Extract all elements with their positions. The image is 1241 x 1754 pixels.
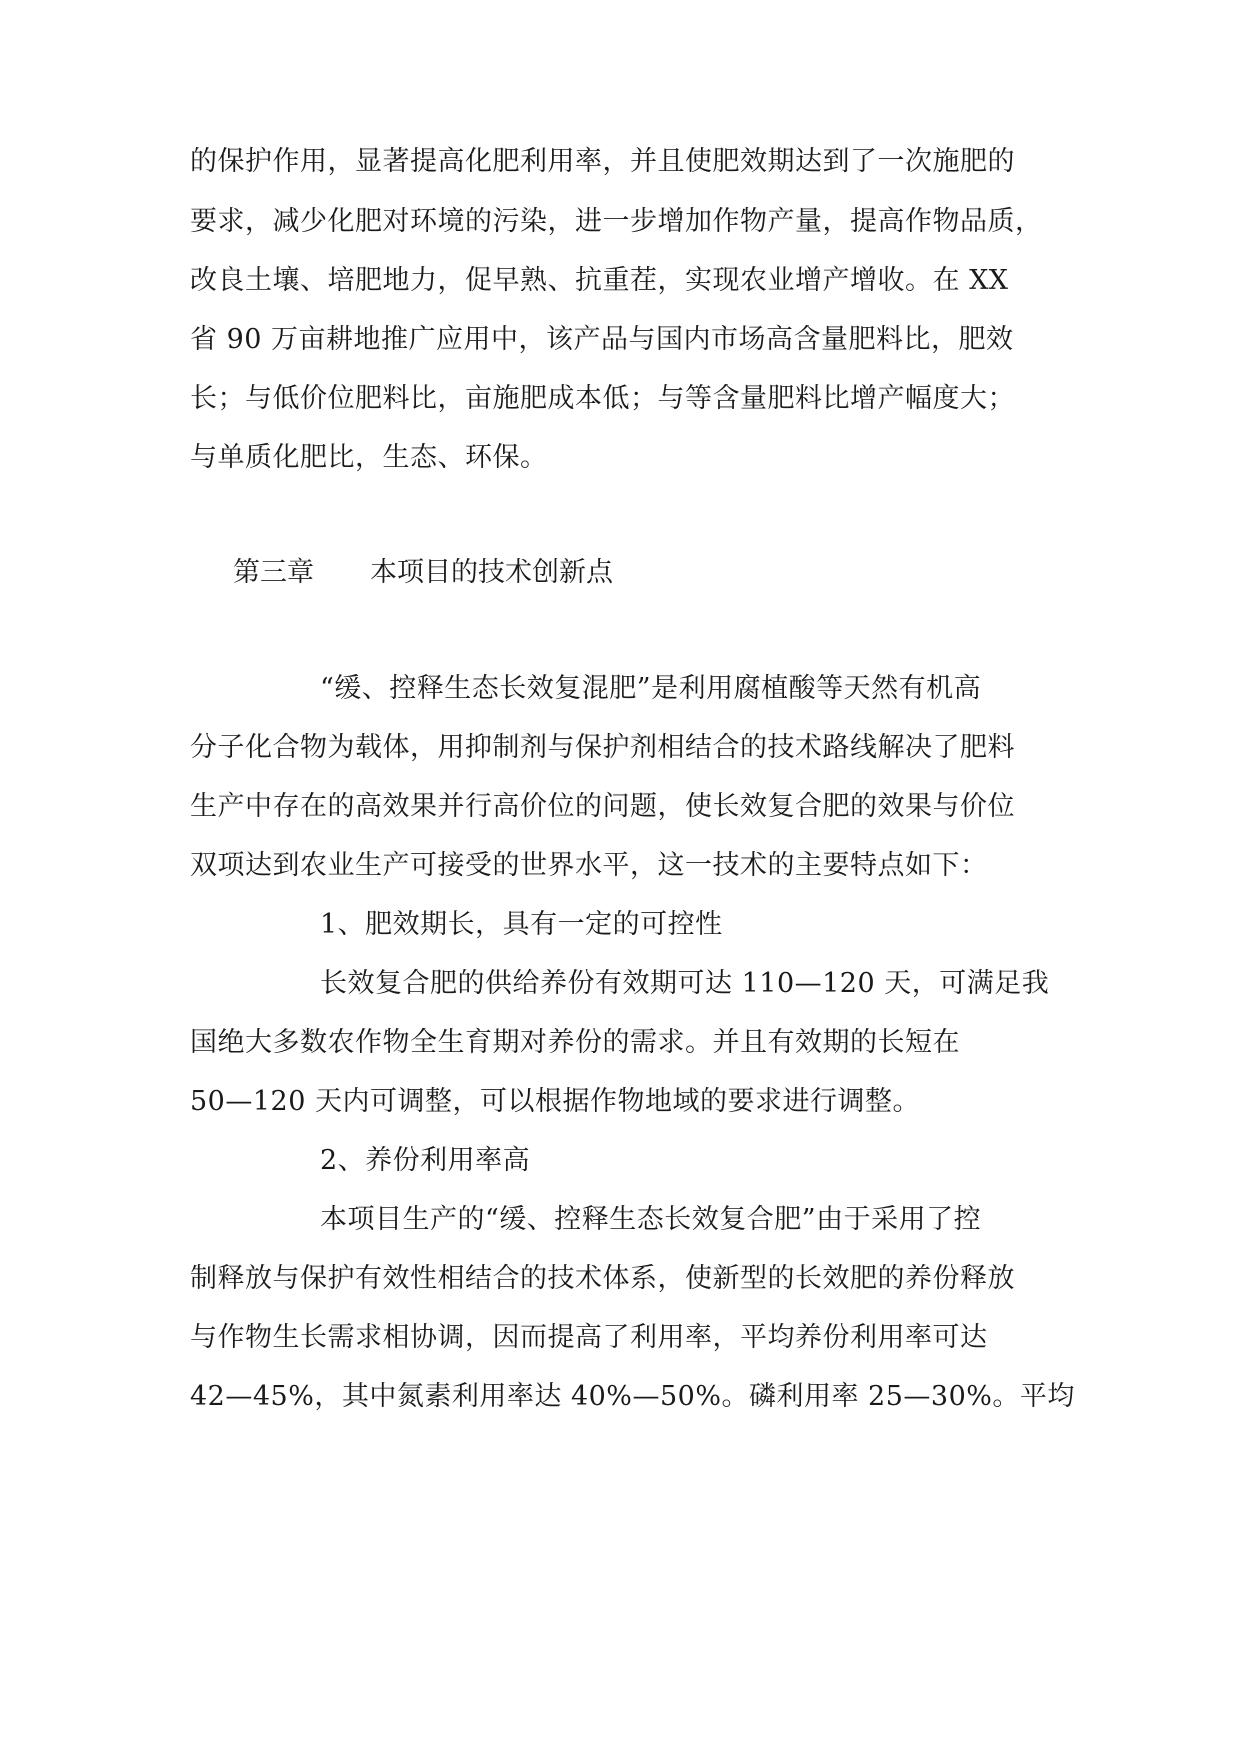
point-1-heading: 1、肥效期长，具有一定的可控性 (320, 909, 723, 940)
point-2-line-2: 制释放与保护有效性相结合的技术体系，使新型的长效肥的养份释放 (190, 1263, 1015, 1294)
intro-line-2: 要求，减少化肥对环境的污染，进一步增加作物产量，提高作物品质， (190, 206, 1043, 237)
overview-line-2: 分子化合物为载体，用抑制剂与保护剂相结合的技术路线解决了肥料 (190, 732, 1015, 763)
point-1-line-2: 国绝大多数农作物全生育期对养份的需求。并且有效期的长短在 (190, 1027, 960, 1058)
point-2-line-1: 本项目生产的“缓、控释生态长效复合肥”由于采用了控 (320, 1204, 982, 1235)
overview-line-4: 双项达到农业生产可接受的世界水平，这一技术的主要特点如下： (190, 850, 988, 881)
point-1-line-3: 50—120 天内可调整，可以根据作物地域的要求进行调整。 (190, 1086, 920, 1117)
overview-line-3: 生产中存在的高效果并行高价位的问题，使长效复合肥的效果与价位 (190, 791, 1015, 822)
intro-line-1: 的保护作用，显著提高化肥利用率，并且使肥效期达到了一次施肥的 (190, 146, 1015, 177)
intro-line-4: 省 90 万亩耕地推广应用中，该产品与国内市场高含量肥料比，肥效 (190, 324, 1014, 355)
chapter-number: 第三章 (233, 557, 314, 588)
intro-line-6: 与单质化肥比，生态、环保。 (190, 442, 548, 473)
overview-line-1: “缓、控释生态长效复混肥”是利用腐植酸等天然有机高 (320, 673, 982, 704)
point-2-heading: 2、养份利用率高 (320, 1145, 531, 1176)
chapter-title: 本项目的技术创新点 (370, 557, 613, 588)
point-2-line-4: 42—45%，其中氮素利用率达 40%—50%。磷利用率 25—30%。平均 (190, 1381, 1075, 1412)
point-2-line-3: 与作物生长需求相协调，因而提高了利用率，平均养份利用率可达 (190, 1322, 988, 1353)
intro-line-3: 改良土壤、培肥地力，促早熟、抗重茬，实现农业增产增收。在 XX (190, 265, 1009, 296)
point-1-line-1: 长效复合肥的供给养份有效期可达 110—120 天，可满足我 (320, 968, 1050, 999)
intro-line-5: 长；与低价位肥料比，亩施肥成本低；与等含量肥料比增产幅度大； (190, 383, 1015, 414)
chapter-heading (233, 556, 613, 590)
